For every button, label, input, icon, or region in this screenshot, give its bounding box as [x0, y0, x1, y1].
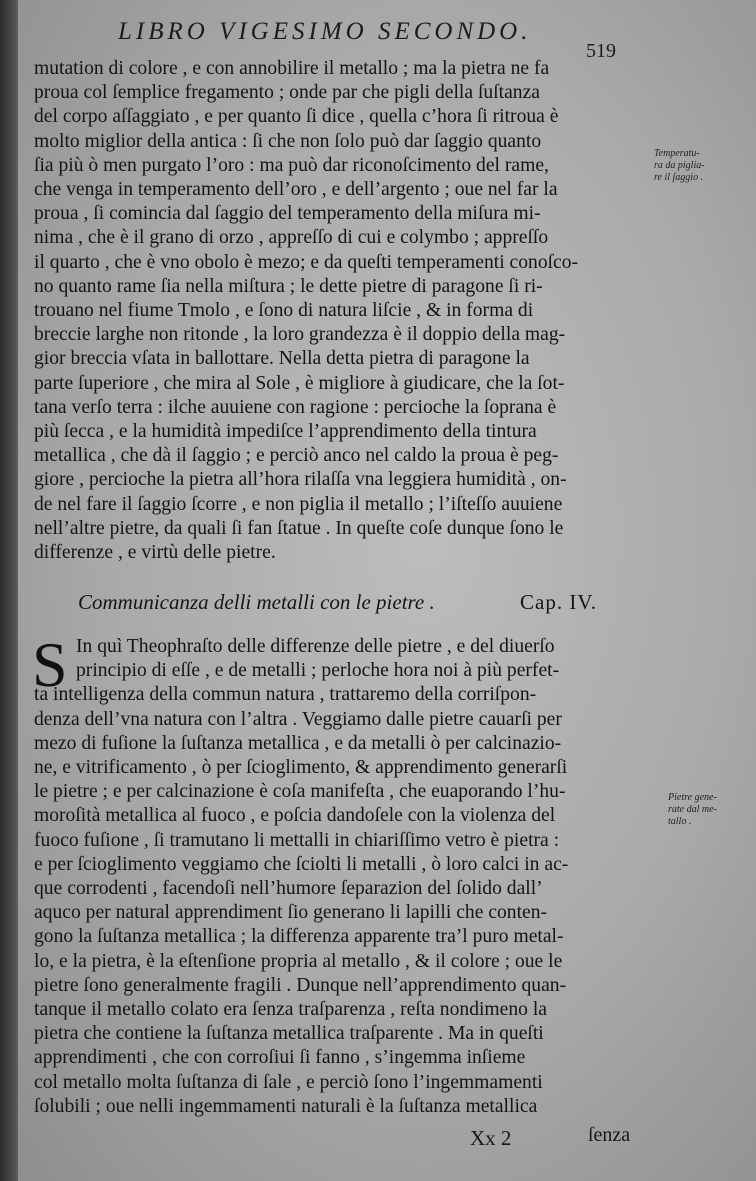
chapter-heading [78, 590, 658, 615]
text-line: no quanto rame ſia nella miſtura ; le dette pietre di paragone ſi ri- [34, 275, 543, 297]
text-line: principio di eſſe , e de metalli ; perloche hora noi à più perfet- [76, 660, 560, 682]
text-line: giore , percioche la pietra all’hora rilaſſa vna leggiera humidità , on- [34, 469, 567, 491]
margin-note-2 [668, 792, 717, 828]
text-line: che venga in temperamento dell’oro , e dell’argento ; oue nel far la [34, 179, 558, 201]
text-line: tanque il metallo colato era ſenza traſparenza , reſta nondimeno la [34, 999, 548, 1021]
text-line: metallica , che dà il ſaggio ; e perciò anco nel caldo la proua è peg- [34, 445, 559, 467]
margin-note-line: tallo . [668, 816, 692, 827]
text-line: proua , ſi comincia dal ſaggio del temperamento della miſura mi- [34, 203, 541, 225]
text-line: apprendimenti , che con corroſiui ſi fanno , s’ingemma inſieme [34, 1047, 526, 1069]
text-line: nell’altre pietre, da quali ſi fan ſtatue . In queſte coſe dunque ſono le [34, 517, 564, 539]
paragraph-2 [32, 629, 660, 1119]
text-line: pietre ſono generalmente fragili . Dunque nell’apprendimento quan- [34, 974, 567, 996]
text-line: trouano nel fiume Tmolo , e ſono di natura liſcie , & in forma di [34, 300, 534, 322]
running-title: LIBRO VIGESIMO SECONDO. [118, 18, 532, 45]
text-line: più ſecca , e la humidità impediſce l’apprendimento della tintura [34, 421, 537, 443]
book-page [18, 0, 756, 1181]
margin-note-line: Pietre gene- [668, 792, 717, 803]
text-line: ne, e vitrificamento , ò per ſcioglimento, & apprendimento generarſi [34, 757, 568, 779]
text-line: ta intelligenza della commun natura , trattaremo della corriſpon- [34, 684, 537, 706]
text-line: proua col ſemplice fregamento ; onde par che pigli della ſuſtanza [34, 82, 540, 104]
text-line: moroſità metallica al fuoco , e poſcia dandoſele con la violenza del [34, 805, 556, 827]
text-line: differenze , e virtù delle pietre. [34, 542, 276, 564]
text-line: ſia più ò men purgato l’oro : ma può dar riconoſcimento del rame, [34, 154, 549, 176]
page-number: 519 [586, 40, 616, 62]
margin-note-1 [654, 148, 705, 184]
text-line: le pietre ; e per calcinazione è coſa manifeſta , che euaporando l’hu- [34, 781, 566, 803]
margin-note-line: rate dal me- [668, 804, 717, 815]
text-line: que corrodenti , facendoſi nell’humore ſeparazion del ſolido dall’ [34, 878, 543, 900]
text-line: de nel fare il ſaggio ſcorre , e non piglia il metallo ; l’iſteſſo auuiene [34, 493, 563, 515]
text-line: nima , che è il grano di orzo , appreſſo di cui e colymbo ; appreſſo [34, 227, 549, 249]
text-line: gior breccia vſata in ballottare. Nella detta pietra di paragone la [34, 348, 530, 370]
text-line: mutation di colore , e con annobilire il metallo ; ma la pietra ne fa [34, 58, 550, 79]
text-line: mezo di fuſione la ſuſtanza metallica , e da metalli ò per calcinazio- [34, 732, 562, 754]
drop-cap: S [32, 629, 68, 700]
text-line: lo, e la pietra, è la eſtenſione propria al metallo , & il colore ; oue le [34, 950, 563, 972]
text-line: molto miglior della antica : ſi che non ſolo può dar ſaggio quanto [34, 130, 542, 152]
text-line: del corpo aſſaggiato , e per quanto ſi dice , quella c’hora ſi ritroua è [34, 106, 559, 128]
chapter-number: Cap. IV. [520, 590, 598, 614]
text-line: breccie larghe non ritonde , la loro grandezza è il doppio della mag- [34, 324, 566, 346]
text-line: col metallo molta ſuſtanza di ſale , e perciò ſono l’ingemmamenti [34, 1071, 543, 1093]
paragraph-1 [34, 57, 660, 565]
chapter-title: Communicanza delli metalli con le pietre . [78, 590, 435, 614]
text-line: e per ſcioglimento veggiamo che ſciolti li metalli , ò loro calci in ac- [34, 853, 569, 875]
text-line: gono la ſuſtanza metallica ; la differenza apparente tra’l puro metal- [34, 926, 564, 948]
text-line: pietra che contiene la ſuſtanza metallica traſparente . Ma in queſti [34, 1023, 544, 1045]
text-line: In quì Theophraſto delle differenze delle pietre , e del diuerſo [76, 636, 555, 657]
text-line: tana verſo terra : ilche auuiene con ragione : percioche la ſoprana è [34, 396, 557, 418]
signature-mark: Xx 2 [470, 1126, 512, 1150]
margin-note-line: re il ſaggio . [654, 172, 704, 183]
text-line: denza dell’vna natura con l’altra . Veggiamo dalle pietre cauarſi per [34, 708, 562, 730]
text-line: parte ſuperiore , che mira al Sole , è migliore à giudicare, che la ſot- [34, 372, 565, 394]
text-line: ſolubili ; oue nelli ingemmamenti naturali è la ſuſtanza metallica [34, 1095, 538, 1117]
margin-note-line: ra da piglia- [654, 160, 705, 171]
margin-note-line: Temperatu- [654, 148, 700, 159]
text-line: il quarto , che è vno obolo è mezo; e da queſti temperamenti conoſco- [34, 251, 579, 273]
catchword: ſenza [588, 1124, 631, 1146]
text-line: fuoco fuſione , ſi tramutano li mettalli in chiariſſimo vetro è pietra : [34, 829, 560, 851]
text-line: aquco per natural apprendiment ſio generano li lapilli che conten- [34, 902, 548, 924]
